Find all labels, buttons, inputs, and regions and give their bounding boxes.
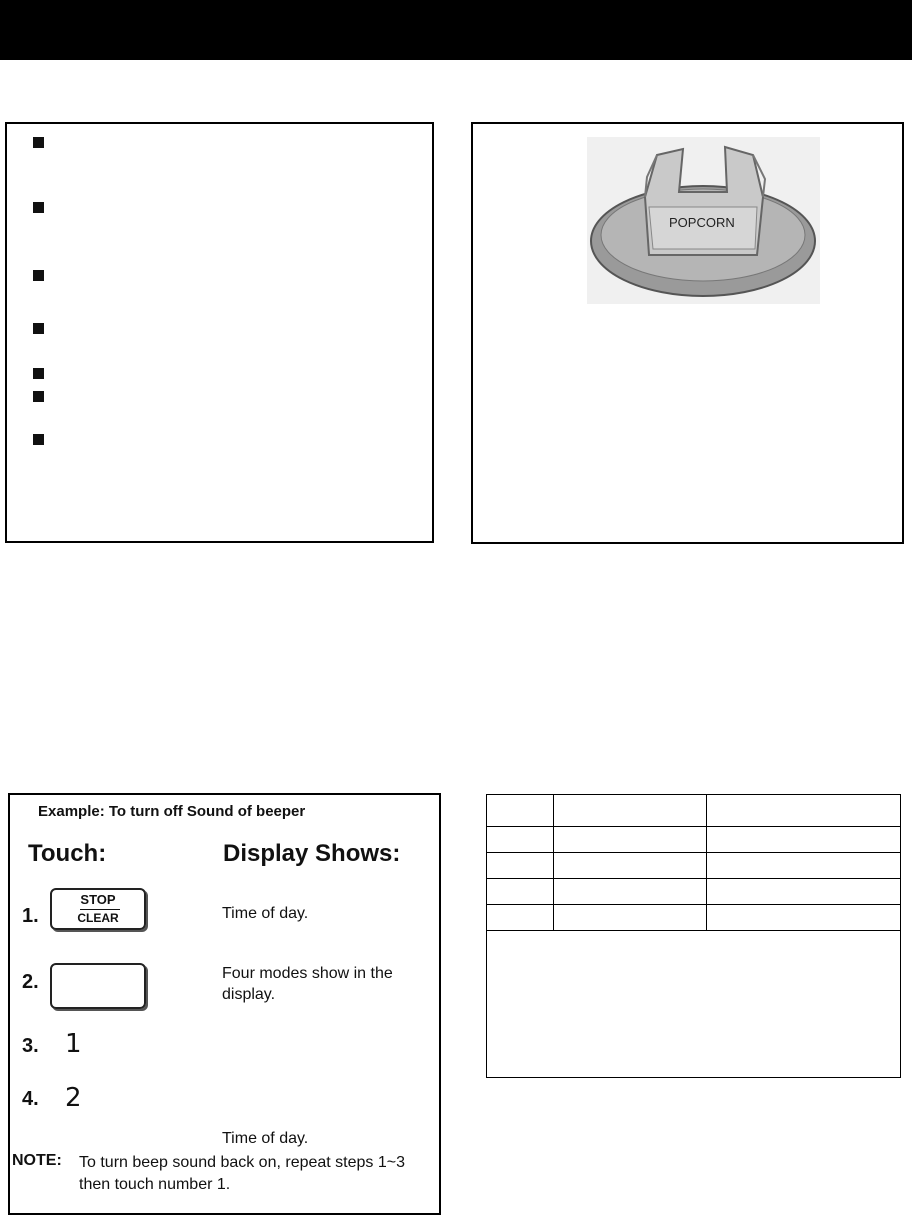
table-cell [487,905,554,931]
step-display-text: Four modes show in the display. [222,965,393,1003]
example-box [8,793,441,1215]
note-text: To turn beep sound back on, repeat steps 1~3 then touch number 1. [79,1154,406,1193]
bullet-icon [33,368,44,379]
table-cell [707,827,901,853]
table-row [487,853,901,879]
step-number: 2. [22,971,39,993]
step-display-text: Time of day. [222,905,309,922]
table-row [487,905,901,931]
table-row [487,795,901,827]
table-cell [487,879,554,905]
popcorn-bag-image [587,137,820,304]
table-cell [707,795,901,827]
table-row [487,827,901,853]
table-cell [554,853,707,879]
stop-clear-key [50,888,146,930]
display-header: Display Shows: [223,840,401,867]
key-divider [80,909,120,910]
tips-box [5,122,434,543]
key-clear-label: CLEAR [77,911,119,925]
bullet-icon [33,323,44,334]
step-number: 4. [22,1088,39,1110]
table-cell [554,905,707,931]
example-title: Example: To turn off Sound of beeper [38,803,306,820]
table-cell [487,853,554,879]
table-cell [487,827,554,853]
note-label: NOTE: [12,1152,62,1169]
table-row [487,879,901,905]
touch-header: Touch: [28,840,107,867]
table-cell [554,827,707,853]
bullet-icon [33,270,44,281]
blank-key [50,963,146,1009]
key-stop-label: STOP [80,892,116,907]
table-cell [707,905,901,931]
table-row [487,931,901,1078]
settings-table [486,794,901,1078]
digit-key: 1 [65,1029,82,1059]
popcorn-bag-label: POPCORN [669,215,735,230]
step-display-text: Time of day. [222,1130,309,1147]
digit-key: 2 [65,1083,82,1113]
table-cell [487,795,554,827]
table-cell [707,853,901,879]
table-cell [487,931,901,1078]
table-cell [554,879,707,905]
popcorn-box [471,122,904,544]
bullet-icon [33,137,44,148]
bullet-icon [33,202,44,213]
step-number: 1. [22,905,39,927]
step-number: 3. [22,1035,39,1057]
table-cell [554,795,707,827]
bullet-icon [33,434,44,445]
header-bar [0,0,912,60]
bullet-icon [33,391,44,402]
table-cell [707,879,901,905]
